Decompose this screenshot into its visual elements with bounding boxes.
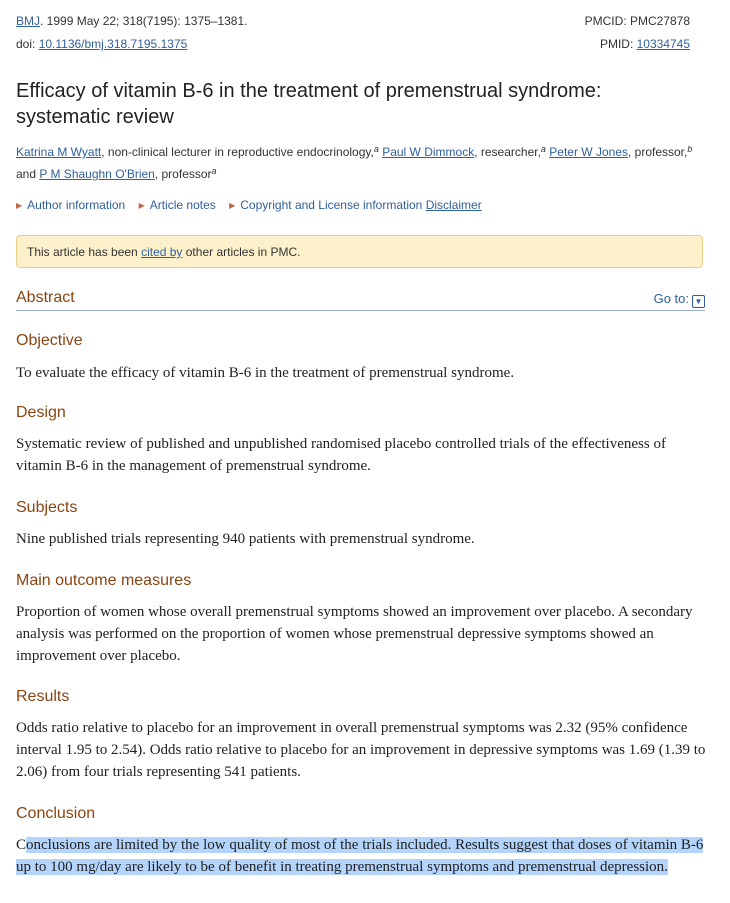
citation-details: . 1999 May 22; 318(7195): 1375–1381. [40, 14, 248, 28]
doi-link[interactable]: 10.1136/bmj.318.7195.1375 [38, 37, 188, 51]
section-body-subjects: Nine published trials representing 940 patients with premenstrual syndrome. [16, 531, 475, 547]
section-heading-results: Results [16, 688, 70, 705]
affiliation-marker: b [687, 144, 693, 154]
section-body-conclusion [16, 834, 706, 878]
article-links-bar [16, 198, 482, 214]
triangle-right-icon: ▶ [138, 201, 145, 210]
pmcid: PMCID: PMC27878 [584, 14, 690, 28]
affiliation-marker: a [211, 166, 217, 176]
section-body-main-outcome-measures: Proportion of women whose overall premenstrual symptoms showed an improvement over placebo. A secondary analysis was performed on the proportion of women whose premenstrual depressive symptoms showed an improvement over placebo. [16, 604, 693, 664]
author-information-toggle[interactable]: Author information [27, 198, 126, 212]
author-link[interactable]: Katrina M Wyatt [16, 145, 102, 159]
triangle-right-icon: ▶ [229, 201, 236, 210]
article-notes-toggle[interactable]: Article notes [149, 198, 216, 212]
abstract-header [16, 288, 705, 311]
doi-label: doi: [16, 37, 39, 51]
section-heading-design: Design [16, 404, 66, 421]
triangle-right-icon: ▶ [16, 201, 23, 210]
journal-link[interactable]: BMJ [16, 14, 40, 28]
author-link[interactable]: P M Shaughn O'Brien [39, 167, 155, 181]
section-body-design: Systematic review of published and unpublished randomised placebo controlled trials of the effectiveness of vitamin B-6 in the management of premenstrual syndrome. [16, 436, 666, 474]
goto-menu[interactable]: Go to: ▼ [654, 291, 705, 308]
section-heading-objective: Objective [16, 332, 83, 349]
section-heading-subjects: Subjects [16, 499, 78, 516]
abstract-heading: Abstract [16, 289, 75, 306]
author-link[interactable]: Peter W Jones [549, 145, 628, 159]
section-heading-main-outcome-measures: Main outcome measures [16, 572, 192, 589]
author-list [16, 141, 706, 185]
affiliation-marker: a [540, 144, 546, 154]
author-role: , non-clinical lecturer in reproductive endocrinology, [101, 145, 374, 159]
chevron-down-icon[interactable]: ▼ [692, 295, 705, 308]
cited-by-notice: This article has been cited by other articles in PMC. [16, 235, 703, 268]
affiliation-marker: a [373, 144, 379, 154]
section-body-objective: To evaluate the efficacy of vitamin B-6 in the treatment of premenstrual syndrome. [16, 365, 515, 381]
author-role: , professor, [627, 145, 688, 159]
author-conjunction: and [16, 167, 40, 181]
article-title: Efficacy of vitamin B-6 in the treatment of premenstrual syndrome: systematic review [16, 80, 602, 128]
disclaimer-link[interactable]: Disclaimer [425, 198, 482, 212]
section-body-results: Odds ratio relative to placebo for an improvement in overall premenstrual symptoms was 2.32 (95% confidence interval 1.95 to 2.54). Odds ratio relative to placebo for an improvement in depressive symptoms was 1.69 (1.39 to 2.06) from four trials representing 541 patients. [16, 720, 706, 780]
pmid: PMID: 10334745 [599, 37, 690, 51]
doi-line [16, 37, 690, 52]
author-link[interactable]: Paul W Dimmock [382, 145, 475, 159]
citation-line [16, 14, 690, 29]
conclusion-first-letter: C [16, 837, 27, 853]
copyright-toggle[interactable]: Copyright and License information [240, 198, 423, 212]
pmid-link[interactable]: 10334745 [636, 37, 690, 51]
author-role: , researcher, [474, 145, 541, 159]
author-role: , professor [154, 167, 212, 181]
selected-text: onclusions are limited by the low quality of most of the trials included. Results suggest that doses of vitamin B-6 up to 100 mg/day are likely to be of benefit in treating premenstrual symptoms and premenstrual depression. [16, 837, 704, 875]
section-heading-conclusion: Conclusion [16, 805, 96, 822]
pmcid-value: PMC27878 [629, 14, 690, 28]
cited-by-link[interactable]: cited by [141, 245, 183, 259]
